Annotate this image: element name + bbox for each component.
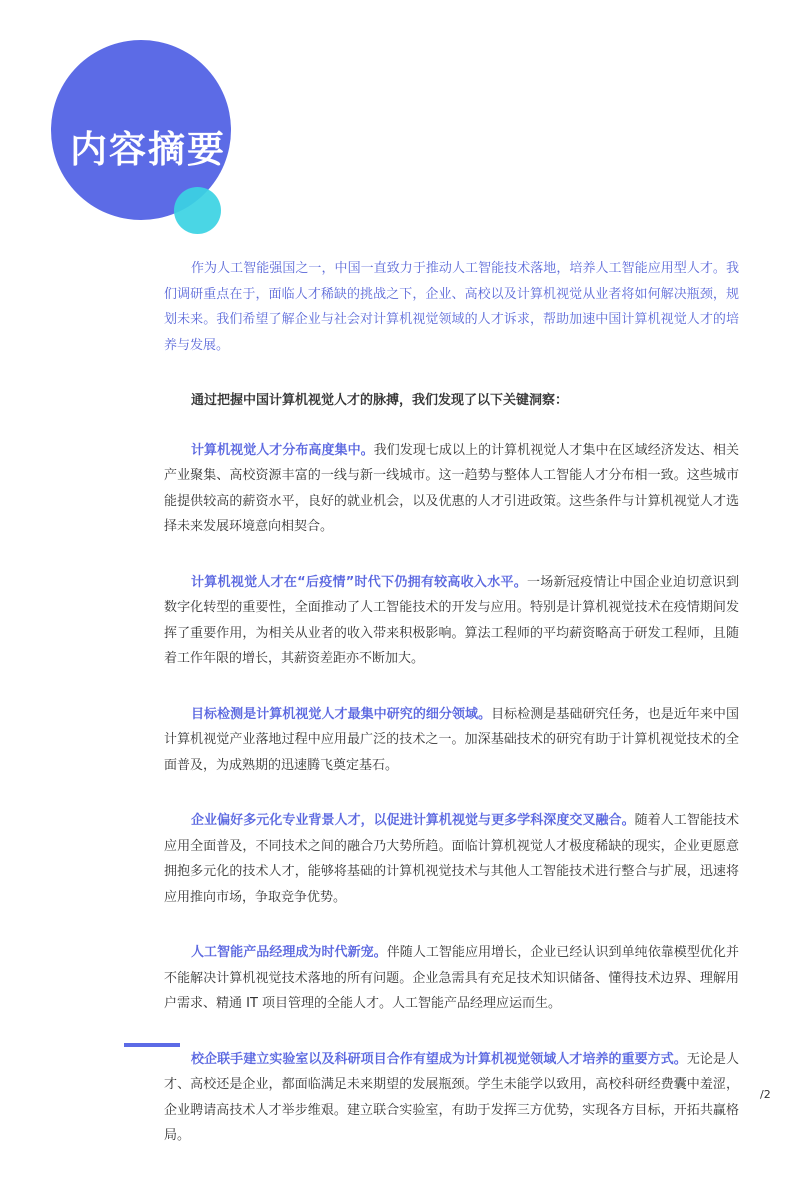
accent-circle-decoration	[174, 187, 221, 234]
finding-paragraph	[164, 940, 739, 1017]
finding-text: 伴随人工智能应用增长，企业已经认识到单纯依靠模型优化并不能解决计算机视觉技术落地的所有问题。企业急需具有充足技术知识储备、懂得技术边界、理解用户需求、精通 IT 项目管理的全能人才。人工智能产品经理应运而生。	[164, 945, 739, 1011]
finding-text: 一场新冠疫情让中国企业迫切意识到数字化转型的重要性，全面推动了人工智能技术的开发与应用。特别是计算机视觉技术在疫情期间发挥了重要作用，为相关从业者的收入带来积极影响。算法工程师的平均薪资略高于研发工程师，且随着工作年限的增长，其薪资差距亦不断加大。	[164, 574, 739, 666]
finding-text: 随着人工智能技术应用全面普及，不同技术之间的融合乃大势所趋。面临计算机视觉人才极度稀缺的现实，企业更愿意拥抱多元化的技术人才，能够将基础的计算机视觉技术与其他人工智能技术进行整合与扩展，迅速将应用推向市场，争取竞争优势。	[164, 813, 739, 905]
finding-paragraph	[164, 808, 739, 910]
finding-paragraph	[164, 438, 739, 540]
finding-highlight: 企业偏好多元化专业背景人才，以促进计算机视觉与更多学科深度交叉融合。	[191, 813, 635, 828]
intro-paragraph: 作为人工智能强国之一，中国一直致力于推动人工智能技术落地，培养人工智能应用型人才。我们调研重点在于，面临人才稀缺的挑战之下，企业、高校以及计算机视觉从业者将如何解决瓶颈，规划未来。我们希望了解企业与社会对计算机视觉领域的人才诉求，帮助加速中国计算机视觉人才的培养与发展。	[164, 261, 739, 353]
finding-text: 目标检测是基础研究任务，也是近年来中国计算机视觉产业落地过程中应用最广泛的技术之一。加深基础技术的研究有助于计算机视觉技术的全面普及，为成熟期的迅速腾飞奠定基石。	[164, 706, 739, 773]
page-title: 内容摘要	[70, 128, 226, 171]
finding-paragraph	[164, 1047, 739, 1149]
summary-content	[164, 256, 739, 1179]
page-number: /2	[760, 1088, 771, 1101]
footer-accent-bar	[124, 1043, 180, 1047]
finding-paragraph	[164, 570, 739, 672]
finding-highlight: 校企联手建立实验室以及科研项目合作有望成为计算机视觉领域人才培养的重要方式。	[191, 1051, 687, 1067]
finding-text: 无论是人才、高校还是企业，都面临满足未来期望的发展瓶颈。学生未能学以致用，高校科研经费囊中羞涩，企业聘请高技术人才举步维艰。建立联合实验室，有助于发挥三方优势，实现各方目标，开拓共赢格局。	[164, 1051, 739, 1143]
finding-highlight: 计算机视觉人才在“后疫情”时代下仍拥有较高收入水平。	[191, 574, 527, 590]
finding-paragraph	[164, 702, 739, 779]
insight-heading: 通过把握中国计算机视觉人才的脉搏，我们发现了以下关键洞察：	[191, 393, 569, 408]
finding-highlight: 计算机视觉人才分布高度集中。	[191, 442, 374, 458]
finding-text: 我们发现七成以上的计算机视觉人才集中在区域经济发达、相关产业聚集、高校资源丰富的一线与新一线城市。这一趋势与整体人工智能人才分布相一致。这些城市能提供较高的薪资水平，良好的就业机会，以及优惠的人才引进政策。这些条件与计算机视觉人才选择未来发展环境意向相契合。	[164, 442, 739, 534]
finding-highlight: 人工智能产品经理成为时代新宠。	[191, 945, 387, 960]
finding-highlight: 目标检测是计算机视觉人才最集中研究的细分领域。	[191, 706, 492, 722]
